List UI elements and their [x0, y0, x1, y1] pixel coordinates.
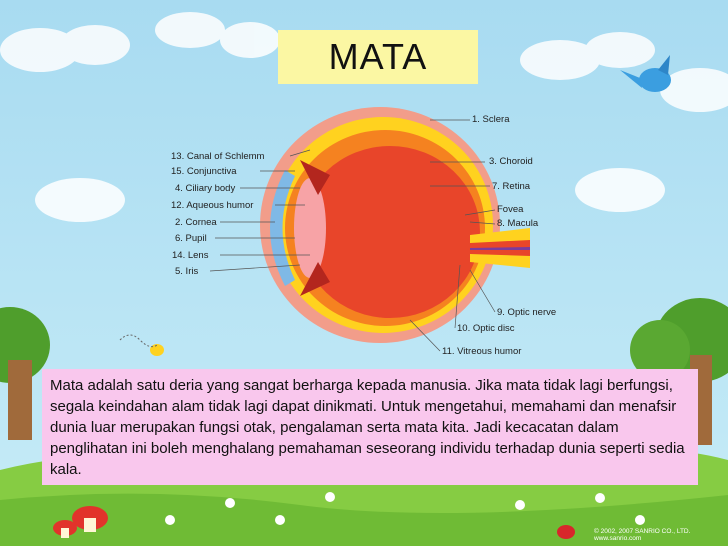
label-cornea: 2. Cornea [175, 217, 217, 228]
label-pupil: 6. Pupil [175, 233, 207, 244]
label-macula: 8. Macula [497, 218, 539, 229]
label-choroid: 3. Choroid [489, 156, 533, 167]
label-iris: 5. Iris [175, 266, 199, 277]
label-optic-nerve: 9. Optic nerve [497, 307, 557, 318]
label-vitreous-humor: 11. Vitreous humor [442, 346, 522, 357]
label-lens: 14. Lens [172, 250, 209, 261]
lens-shape [294, 178, 326, 278]
label-optic-disc: 10. Optic disc [457, 323, 515, 334]
description-box [42, 369, 698, 485]
label-aqueous-humor: 12. Aqueous humor [171, 200, 254, 211]
label-canal-of-schlemm: 13. Canal of Schlemm [171, 151, 265, 162]
description-text: Mata adalah satu deria yang sangat berharga kepada manusia. Jika mata tidak lagi berfungsi, segala keindahan alam tidak lagi dapat dinikmati. Untuk mengetahui, memahami dan menafsir dunia luar merupakan fungsi otak, pengalaman serta mata kita. Jadi kecacatan dalam penglihatan ini boleh menghalang pemahaman seseorang individu terhadap dunia seperti sedia kala. [50, 377, 685, 478]
label-fovea: Fovea [497, 204, 524, 215]
page-title: MATA [278, 30, 478, 84]
copyright-text: © 2002, 2007 SANRIO CO., LTD. www.sanrio.com [594, 528, 691, 542]
label-sclera: 1. Sclera [472, 114, 510, 125]
label-ciliary-body: 4. Ciliary body [175, 183, 236, 194]
vitreous-shape [300, 146, 480, 318]
label-conjunctiva: 15. Conjunctiva [171, 166, 237, 177]
label-retina: 7. Retina [492, 181, 531, 192]
